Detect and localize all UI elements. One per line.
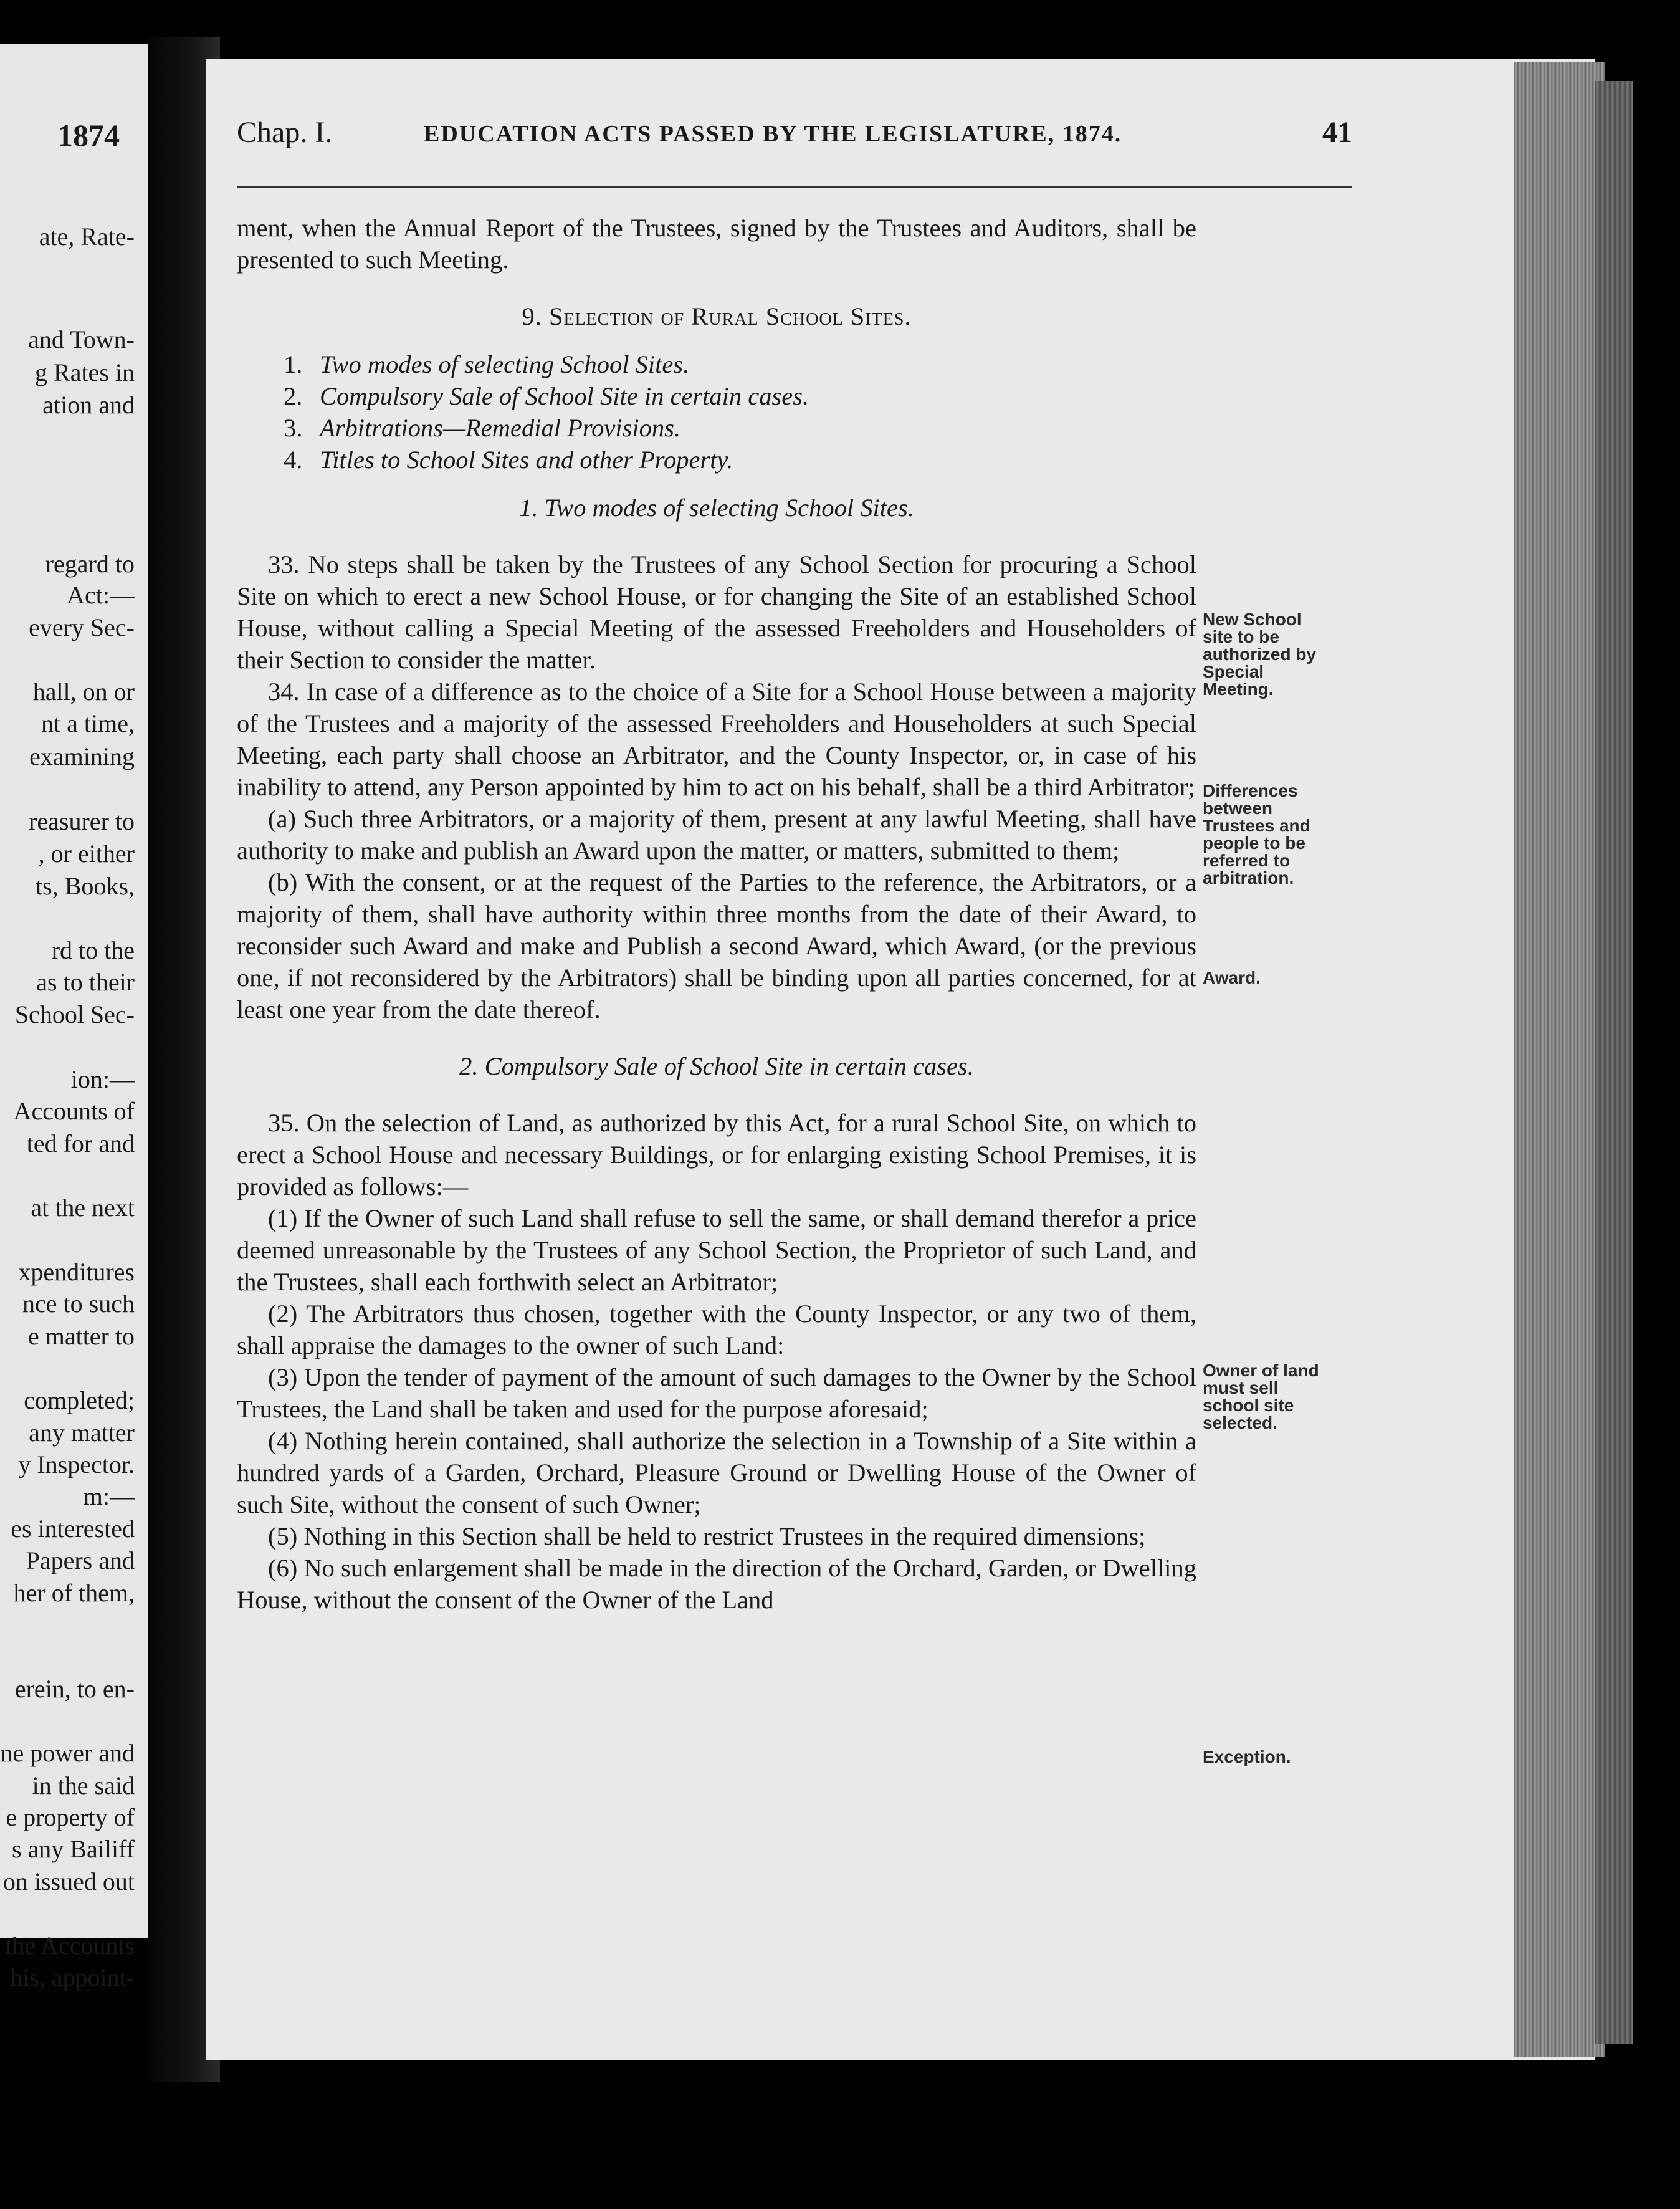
facing-page-line: nce to such xyxy=(22,1290,135,1318)
chapter-label: Chap. I. xyxy=(237,116,333,149)
contents-item: 3. Arbitrations—Remedial Provisions. xyxy=(284,414,680,442)
continued-paragraph: ment, when the Annual Report of the Trustees, signed by the Trustees and Auditors, shall be presented to such Meeting. xyxy=(237,214,1196,274)
section-34-a: (a) Such three Arbitrators, or a majority of them, present at any lawful Meeting, shall have authority to make and publish an Award upon the matter, or matters, submitted to them; xyxy=(237,805,1196,865)
page-body xyxy=(237,212,1196,1616)
section-35-6: (6) No such enlargement shall be made in the direction of the Orchard, Garden, or Dwelling House, without the consent of the Owner of the Land xyxy=(237,1554,1196,1614)
facing-page-line: e matter to xyxy=(27,1322,135,1350)
facing-page-line: examining xyxy=(29,742,135,770)
section-35-2: (2) The Arbitrators thus chosen, together with the County Inspector, or any two of them, shall appraise the damages to the owner of such Land: xyxy=(237,1300,1196,1359)
facing-page-line: in the said xyxy=(32,1771,135,1799)
running-header xyxy=(237,115,1352,159)
facing-page-line: completed; xyxy=(24,1386,135,1414)
facing-page-line: reasurer to xyxy=(29,807,135,835)
facing-page-line: es interested xyxy=(11,1515,135,1543)
facing-page-line: e property of xyxy=(6,1803,135,1831)
facing-page-line: rd to the xyxy=(51,936,135,964)
facing-page-line: ation and xyxy=(42,391,135,419)
facing-page-line: her of them, xyxy=(13,1579,135,1607)
section-35-5: (5) Nothing in this Section shall be held to restrict Trustees in the required dimensions; xyxy=(268,1522,1146,1550)
facing-page-line: School Sec- xyxy=(14,1000,135,1028)
facing-page-line: at the next xyxy=(31,1194,135,1222)
facing-page-header: 1874 xyxy=(57,118,120,153)
facing-page-line: Act:— xyxy=(67,581,135,609)
section-35-4: (4) Nothing herein contained, shall authorize the selection in a Township of a Site within a hundred yards of a Garden, Orchard, Pleasure Ground or Dwelling House of the Owner of such Site, without the consent of such Owner; xyxy=(237,1427,1196,1518)
facing-page-line: xpenditures xyxy=(18,1258,135,1286)
page-edges-outer xyxy=(1595,81,1633,2044)
section-33: 33. No steps shall be taken by the Trustees of any School Section for procuring a School Site on which to erect a new School House, or for changing the Site of an established School House, without calling a Special Meeting of the assessed Freeholders and Householders of their Section to consider the matter. xyxy=(237,550,1196,674)
facing-page-line: ne power and xyxy=(0,1739,135,1767)
facing-page-line: every Sec- xyxy=(29,613,135,641)
facing-page-line: Papers and xyxy=(26,1546,135,1574)
section-35-1: (1) If the Owner of such Land shall refuse to sell the same, or shall demand therefor a price deemed unreasonable by the Trustees of any School Section, the Proprietor of such Land, and the Trustees, shall each forthwith select an Arbitrator; xyxy=(237,1204,1196,1296)
contents-item: 1. Two modes of selecting School Sites. xyxy=(284,350,690,378)
facing-page xyxy=(0,44,148,1991)
margin-note-new-school-site: New School site to be authorized by Special Meeting. xyxy=(1203,610,1317,699)
facing-page-line: erein, to en- xyxy=(14,1675,135,1703)
header-rule xyxy=(237,186,1352,188)
facing-page-line: y Inspector. xyxy=(18,1450,135,1478)
page-edges xyxy=(1514,62,1605,2057)
facing-page-line: ion:— xyxy=(70,1065,135,1093)
facing-page-line: and Town- xyxy=(28,325,135,353)
facing-page-line: Accounts of xyxy=(13,1097,135,1125)
facing-page-line: his, appoint- xyxy=(10,1963,135,1991)
facing-page-line: , or either xyxy=(38,840,135,868)
facing-page-line: ted for and xyxy=(26,1129,135,1157)
facing-page-line: s any Bailiff xyxy=(11,1835,135,1863)
margin-note-exception: Exception. xyxy=(1203,1747,1291,1766)
facing-page-line: ate, Rate- xyxy=(39,223,135,251)
facing-page-line: any matter xyxy=(29,1419,135,1447)
facing-page-line: nt a time, xyxy=(41,709,135,737)
margin-note-award: Award. xyxy=(1203,968,1261,987)
facing-page-line: g Rates in xyxy=(35,358,135,386)
contents-item: 4. Titles to School Sites and other Property. xyxy=(284,446,733,474)
subsection-heading: 2. Compulsory Sale of School Site in certain cases. xyxy=(459,1052,974,1080)
facing-page-line: hall, on or xyxy=(32,678,135,706)
page-number: 41 xyxy=(1322,116,1352,149)
section-heading: 9. Selection of Rural School Sites. xyxy=(522,302,912,330)
section-35-3: (3) Upon the tender of payment of the amount of such damages to the Owner by the School Trustees, the Land shall be taken and used for the purpose aforesaid; xyxy=(237,1363,1196,1423)
section-35: 35. On the selection of Land, as authorized by this Act, for a rural School Site, on which to erect a School House and necessary Buildings, or for enlarging existing School Premises, it is provided as follows:— xyxy=(237,1109,1196,1200)
subsection-heading: 1. Two modes of selecting School Sites. xyxy=(519,494,914,522)
section-34-b: (b) With the consent, or at the request of the Parties to the reference, the Arbitrators, or a majority of them, shall have authority within three months from the date of their Award, to reconsider such Award and make and Publish a second Award, which Award, (or the previous one, if not reconsidered by the Arbitrators) shall be binding upon all parties concerned, for at least one year from the date thereof. xyxy=(237,868,1196,1023)
facing-page-line: on issued out xyxy=(2,1867,135,1895)
margin-note-owner-of-land: Owner of land must sell school site selected. xyxy=(1203,1361,1319,1432)
section-34: 34. In case of a difference as to the choice of a Site for a School House between a majority of the Trustees and a majority of the assessed Freeholders and Householders at such Special Meeting, each party shall choose an Arbitrator, and the County Inspector, or, in case of his inability to attend, any Person appointed by him to act on his behalf, shall be a third Arbitrator; xyxy=(237,678,1196,801)
margin-note-differences: Differences between Trustees and people to be referred to arbitration. xyxy=(1203,781,1310,888)
facing-page-line: m:— xyxy=(83,1482,135,1510)
contents-item: 2. Compulsory Sale of School Site in certain cases. xyxy=(284,382,809,410)
facing-page-line: the Accounts xyxy=(5,1932,135,1960)
running-title: EDUCATION ACTS PASSED BY THE LEGISLATURE, 1874. xyxy=(424,121,1122,147)
facing-page-line: as to their xyxy=(36,968,135,996)
section-contents xyxy=(237,348,1196,476)
facing-page-line: regard to xyxy=(45,550,135,578)
facing-page-line: ts, Books, xyxy=(36,872,135,900)
